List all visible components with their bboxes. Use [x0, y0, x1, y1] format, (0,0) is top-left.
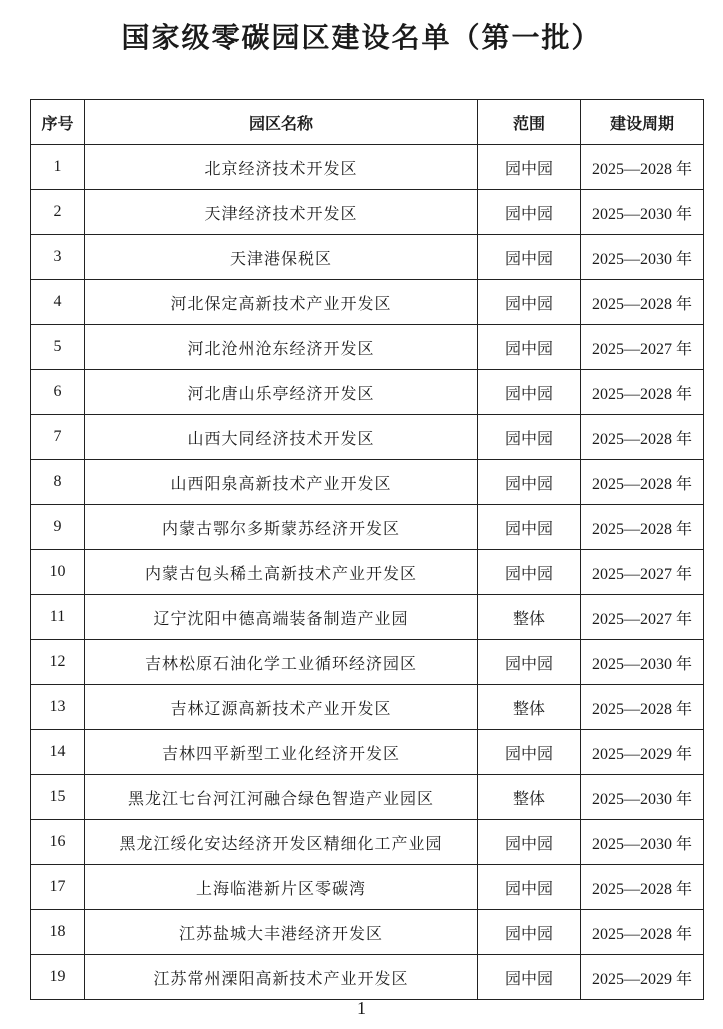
table-row — [31, 415, 704, 460]
cell-scope: 整体 — [478, 595, 581, 640]
table-row — [31, 640, 704, 685]
table-body — [31, 145, 704, 1000]
cell-park-name: 天津经济技术开发区 — [85, 190, 478, 235]
cell-scope: 园中园 — [478, 820, 581, 865]
cell-park-name: 山西阳泉高新技术产业开发区 — [85, 460, 478, 505]
cell-serial-number: 6 — [31, 370, 85, 415]
cell-construction-period: 2025—2028 年 — [581, 415, 704, 460]
cell-park-name: 吉林四平新型工业化经济开发区 — [85, 730, 478, 775]
table-row — [31, 685, 704, 730]
cell-construction-period: 2025—2028 年 — [581, 910, 704, 955]
cell-serial-number: 18 — [31, 910, 85, 955]
cell-construction-period: 2025—2027 年 — [581, 550, 704, 595]
cell-park-name: 吉林辽源高新技术产业开发区 — [85, 685, 478, 730]
table-row — [31, 955, 704, 1000]
cell-construction-period: 2025—2028 年 — [581, 685, 704, 730]
cell-construction-period: 2025—2030 年 — [581, 775, 704, 820]
cell-serial-number: 14 — [31, 730, 85, 775]
cell-park-name: 江苏盐城大丰港经济开发区 — [85, 910, 478, 955]
cell-scope: 园中园 — [478, 910, 581, 955]
table-row — [31, 595, 704, 640]
page-number: 1 — [357, 998, 366, 1018]
table-row — [31, 730, 704, 775]
cell-park-name: 辽宁沈阳中德高端装备制造产业园 — [85, 595, 478, 640]
cell-construction-period: 2025—2030 年 — [581, 640, 704, 685]
cell-serial-number: 4 — [31, 280, 85, 325]
cell-construction-period: 2025—2028 年 — [581, 460, 704, 505]
cell-construction-period: 2025—2030 年 — [581, 820, 704, 865]
cell-serial-number: 17 — [31, 865, 85, 910]
header-scope: 范围 — [478, 100, 581, 145]
table-row — [31, 865, 704, 910]
cell-construction-period: 2025—2028 年 — [581, 370, 704, 415]
table-row — [31, 235, 704, 280]
cell-construction-period: 2025—2029 年 — [581, 730, 704, 775]
cell-serial-number: 13 — [31, 685, 85, 730]
cell-construction-period: 2025—2028 年 — [581, 280, 704, 325]
table-row — [31, 910, 704, 955]
table-row — [31, 460, 704, 505]
table-row — [31, 505, 704, 550]
cell-serial-number: 7 — [31, 415, 85, 460]
cell-construction-period: 2025—2030 年 — [581, 190, 704, 235]
cell-serial-number: 5 — [31, 325, 85, 370]
cell-park-name: 河北唐山乐亭经济开发区 — [85, 370, 478, 415]
cell-park-name: 黑龙江绥化安达经济开发区精细化工产业园 — [85, 820, 478, 865]
cell-park-name: 吉林松原石油化学工业循环经济园区 — [85, 640, 478, 685]
table-row — [31, 775, 704, 820]
cell-construction-period: 2025—2027 年 — [581, 595, 704, 640]
cell-scope: 园中园 — [478, 145, 581, 190]
header-serial-number: 序号 — [31, 100, 85, 145]
table-row — [31, 145, 704, 190]
cell-scope: 园中园 — [478, 955, 581, 1000]
table-row — [31, 325, 704, 370]
cell-serial-number: 12 — [31, 640, 85, 685]
cell-serial-number: 10 — [31, 550, 85, 595]
cell-scope: 园中园 — [478, 415, 581, 460]
cell-park-name: 天津港保税区 — [85, 235, 478, 280]
cell-park-name: 内蒙古包头稀土高新技术产业开发区 — [85, 550, 478, 595]
table-row — [31, 280, 704, 325]
cell-park-name: 河北保定高新技术产业开发区 — [85, 280, 478, 325]
cell-park-name: 上海临港新片区零碳湾 — [85, 865, 478, 910]
cell-scope: 园中园 — [478, 865, 581, 910]
cell-construction-period: 2025—2027 年 — [581, 325, 704, 370]
cell-serial-number: 8 — [31, 460, 85, 505]
document-title: 国家级零碳园区建设名单（第一批） — [121, 21, 602, 54]
cell-scope: 园中园 — [478, 460, 581, 505]
cell-park-name: 江苏常州溧阳高新技术产业开发区 — [85, 955, 478, 1000]
cell-serial-number: 15 — [31, 775, 85, 820]
cell-serial-number: 2 — [31, 190, 85, 235]
cell-serial-number: 9 — [31, 505, 85, 550]
cell-scope: 园中园 — [478, 235, 581, 280]
cell-serial-number: 16 — [31, 820, 85, 865]
cell-construction-period: 2025—2028 年 — [581, 865, 704, 910]
table-row — [31, 550, 704, 595]
cell-park-name: 北京经济技术开发区 — [85, 145, 478, 190]
cell-serial-number: 11 — [31, 595, 85, 640]
cell-scope: 园中园 — [478, 640, 581, 685]
cell-scope: 园中园 — [478, 325, 581, 370]
header-construction-period: 建设周期 — [581, 100, 704, 145]
cell-scope: 整体 — [478, 685, 581, 730]
cell-construction-period: 2025—2028 年 — [581, 145, 704, 190]
cell-scope: 园中园 — [478, 370, 581, 415]
cell-serial-number: 3 — [31, 235, 85, 280]
table-header-row — [31, 100, 704, 145]
cell-scope: 园中园 — [478, 730, 581, 775]
cell-serial-number: 1 — [31, 145, 85, 190]
cell-construction-period: 2025—2030 年 — [581, 235, 704, 280]
cell-construction-period: 2025—2029 年 — [581, 955, 704, 1000]
cell-park-name: 内蒙古鄂尔多斯蒙苏经济开发区 — [85, 505, 478, 550]
cell-scope: 园中园 — [478, 190, 581, 235]
cell-scope: 园中园 — [478, 505, 581, 550]
header-park-name: 园区名称 — [85, 100, 478, 145]
cell-serial-number: 19 — [31, 955, 85, 1000]
table-row — [31, 370, 704, 415]
cell-scope: 园中园 — [478, 280, 581, 325]
park-list-table — [30, 99, 704, 1000]
cell-scope: 园中园 — [478, 550, 581, 595]
table-row — [31, 820, 704, 865]
cell-construction-period: 2025—2028 年 — [581, 505, 704, 550]
cell-park-name: 河北沧州沧东经济开发区 — [85, 325, 478, 370]
cell-scope: 整体 — [478, 775, 581, 820]
cell-park-name: 黑龙江七台河江河融合绿色智造产业园区 — [85, 775, 478, 820]
table-row — [31, 190, 704, 235]
cell-park-name: 山西大同经济技术开发区 — [85, 415, 478, 460]
